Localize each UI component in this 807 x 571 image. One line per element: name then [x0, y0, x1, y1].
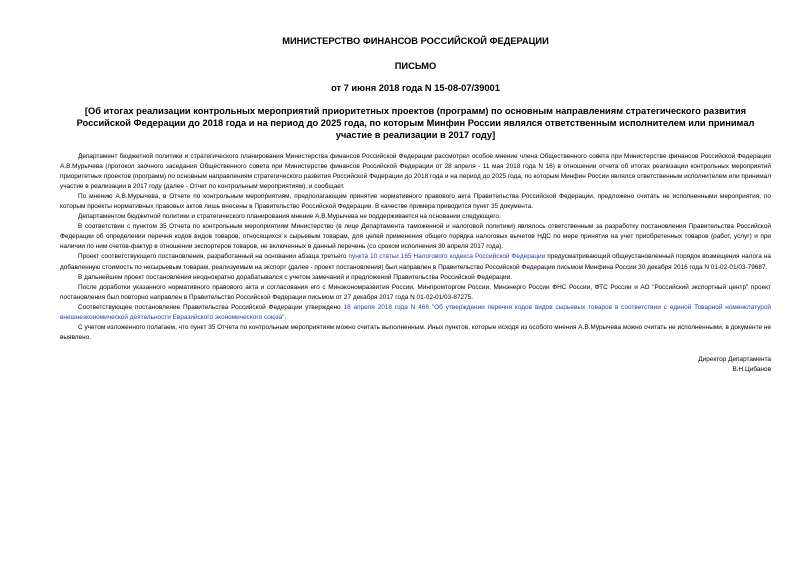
signature-block — [60, 355, 771, 375]
paragraph-text: Соответствующее постановление Правительства Российской Федерации утверждено — [78, 303, 344, 311]
tax-code-link[interactable]: пункта 10 статьи 165 Налогового кодекса Российской Федерации — [348, 253, 546, 261]
paragraph-text: Проект соответствующего постановления, разработанный на основании абзаца третьего — [78, 253, 349, 261]
document-type: ПИСЬМО — [394, 61, 437, 71]
paragraph: С учетом изложенного полагаем, что пункт 35 Отчета по контрольным мероприятиям можно считать выполненным. Иных пунктов, которые исходя из особого мнения А.В.Мурычева можно считать не исполненными, в документе не выявлено. — [60, 323, 771, 341]
document-body — [60, 152, 771, 343]
paragraph-text: . — [284, 313, 287, 321]
document-date-number: от 7 июня 2018 года N 15-08-07/39001 — [331, 83, 500, 93]
signature-name: В.Н.Цибанов — [732, 365, 771, 373]
paragraph: После доработки указанного нормативного правового акта и согласования его с Минэкономразвития России, Минпромторгом России, Минэнерго России ФНС России, ФТС России и АО "Российский экспортный центр" проект постановления был повторно направлен в Правительство Российской Федерации письмом от 27 декабря 2017 года N 01-02-01/03-87275. — [60, 283, 771, 301]
paragraph: В дальнейшем проект постановления неоднократно дорабатывался с учетом замечаний и предложений Правительства Российской Федерации. — [78, 273, 513, 281]
paragraph — [60, 252, 771, 272]
paragraph: Департамент бюджетной политики и стратегического планирования Министерства финансов Российской Федерации рассмотрел особое мнение члена Общественного совета при Министерстве финансов Российской Федерации А.В.Мурычева (протокол заочного заседания Общественного совета при Министерстве финансов Российской Федерации от 28 апреля - 11 мая 2018 года N 16) в отношении отчета об итогах реализации контрольных мероприятий приоритетных проектов (программ) по основным направлениям стратегического развития Российской Федерации до 2018 года и на период до 2025 года, по которым Минфин России являлся ответственным исполнителем или принимал участие в реализации в 2017 году (далее - Отчет по контрольным мероприятиям), и сообщает. — [60, 153, 771, 191]
paragraph-text: предусматривающий общеустановленный порядок возмещения налога на добавленную стоимость по несырьевым товарам, реализуемым на экспорт (далее - проект постановления) был направлен в Правительство Российской Федерации письмом Минфина России 30 декабря 2016 года N 01-02-01/03-79687. — [60, 253, 771, 271]
resolution-link[interactable]: 18 апреля 2018 года N 466 "Об утверждении перечня кодов видов сырьевых товаров в соответствии с единой Товарной номенклатурой внешнеэкономической деятельности Евразийского экономического союза" — [60, 303, 771, 321]
paragraph: В соответствии с пунктом 35 Отчета по контрольным мероприятиям Министерство (в лице Департамента таможенной и налоговой политики) являлось ответственным за разработку постановления Правительства Российской Федерации об определении перечня кодов видов товаров, относящихся к сырьевым товарам, для целей применения общего порядка налоговых вычетов НДС по мере принятия на учет приобретенных товаров (работ, услуг) и при наличии по ним счетов-фактур в отношении экспортеров товаров, не включенных в данный перечень (со сроком исполнения 30 апреля 2017 года). — [60, 223, 771, 251]
signature-position: Директор Департамента — [698, 355, 771, 363]
paragraph — [60, 303, 771, 323]
ministry-title: МИНИСТЕРСТВО ФИНАНСОВ РОССИЙСКОЙ ФЕДЕРАЦИИ — [282, 36, 549, 46]
paragraph: По мнению А.В.Мурычева, в Отчете по контрольным мероприятиям, предполагающим принятие нормативного правового акта Правительства Российской Федерации, предложено считать не исполненными мероприятия, по которым проекты нормативных правовых актов лишь внесены в Правительство Российской Федерации. В качестве примера приводится пункт 35 документа. — [60, 193, 771, 211]
paragraph: Департаментом бюджетной политики и стратегического планирования мнение А.В.Мурычева не поддерживается на основании следующего. — [78, 213, 501, 221]
document-subject: [Об итогах реализации контрольных мероприятий приоритетных проектов (программ) по основным направлениям стратегического развития Российской Федерации до 2018 года и на период до 2025 года, по которым Минфин России являлся ответственным исполнителем или принимал участие в реализации в 2017 году] — [76, 106, 755, 140]
